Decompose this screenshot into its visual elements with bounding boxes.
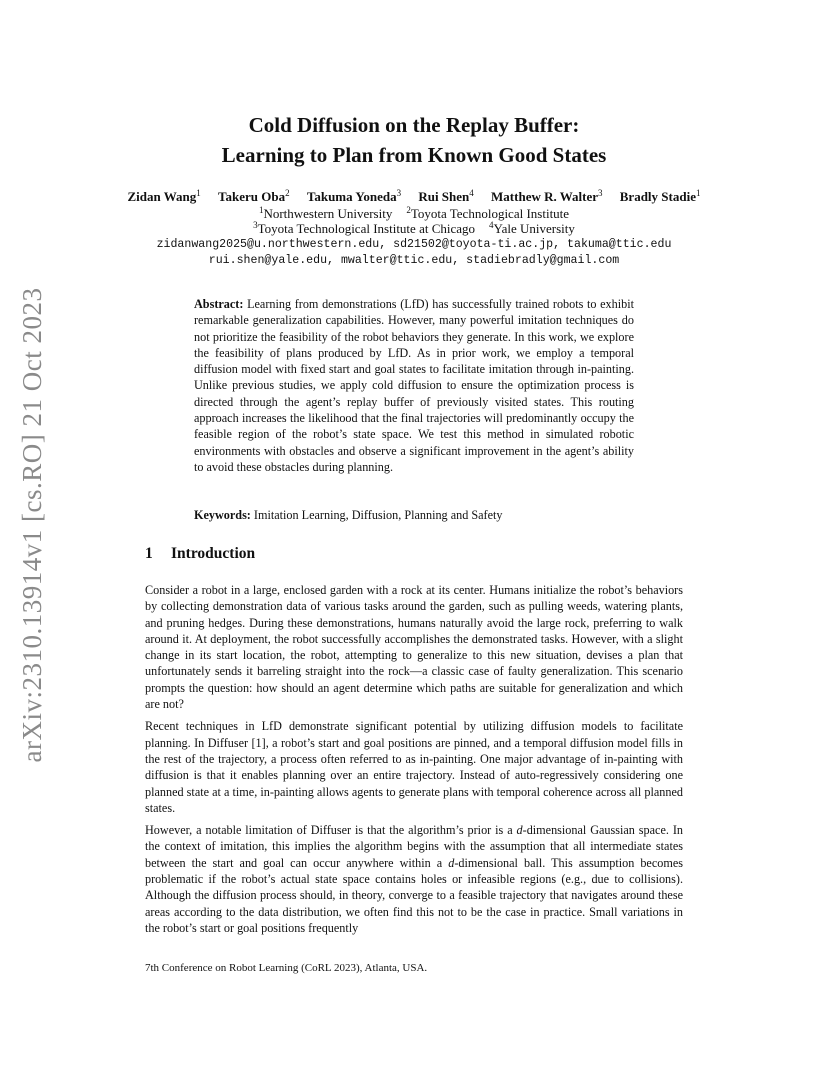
author: Bradly Stadie$^1$ xyxy=(619,188,701,204)
email-line-1: zidanwang2025@u.northwestern.edu, sd21502@toyota-ti.ac.jp, takuma@ttic.edu xyxy=(156,238,672,251)
abstract-text: Learning from demonstrations (LfD) has successfully trained robots to exhibit remarkable generalization capabilities. However, many powerful imitation techniques do not prioritize the feasibility of the robot behaviors they generate. In this work, we explore the feasibility of plans produced by LfD. As in prior work, we employ a temporal diffusion model with fixed start and goal states to facilitate imitation through in-painting. Unlike previous studies, we apply cold diffusion to ensure the optimization process is directed through the agent’s replay buffer of previously visited states. This routing approach increases the likelihood that the final trajectories will predominantly occupy the feasible region of the robot’s state space. We test this method in simulated robotic environments with obstacles and observe a significant improvement in the agent’s ability to avoid these obstacles during planning. xyxy=(194,297,634,474)
paper-title xyxy=(0,110,828,170)
keywords-label: Keywords: xyxy=(194,508,251,522)
author: Takeru Oba$^2$ xyxy=(218,188,290,204)
math-variable: d xyxy=(516,823,523,838)
section-number: 1 xyxy=(145,545,153,562)
author: Matthew R. Walter$^3$ xyxy=(491,188,603,204)
affiliations-line-1: $^1$Northwestern University $^2$Toyota Technological Institute xyxy=(258,205,570,221)
abstract xyxy=(194,296,634,475)
author: Rui Shen$^4$ xyxy=(418,188,474,204)
title-line-2: Learning to Plan from Known Good States xyxy=(221,143,607,167)
abstract-label: Abstract: xyxy=(194,297,244,311)
paragraph: Consider a robot in a large, enclosed garden with a rock at its center. Humans initialize the robot’s behaviors by collecting demonstration data of various tasks around the garden, such as pulling weeds, watering plants, and pruning hedges. During these demonstrations, humans naturally avoid the large rock, preferring to walk around it. At deployment, the robot successfully accomplishes the demonstrated tasks. However, with a slight change in its start location, the robot, attempting to generalize to this new situation, devises a plan that unfortunately sends it barreling straight into the rock—a classic case of faulty generalization. This scenario prompts the question: how should an agent determine which paths are suitable for generalization and which are not? xyxy=(145,583,683,712)
author-list xyxy=(0,189,828,205)
section-heading xyxy=(145,545,255,563)
intro-body xyxy=(145,582,683,942)
keywords-text: Imitation Learning, Diffusion, Planning and Safety xyxy=(253,508,503,522)
author: Takuma Yoneda$^3$ xyxy=(306,188,402,204)
author: Zidan Wang$^1$ xyxy=(127,188,201,204)
affiliations-line-2: $^3$Toyota Technological Institute at Chicago $^4$Yale University xyxy=(253,220,575,236)
email-line-2: rui.shen@yale.edu, mwalter@ttic.edu, stadiebradly@gmail.com xyxy=(208,254,620,267)
paragraph: However, a notable limitation of Diffuser is that the algorithm’s prior is a d-dimensional Gaussian space. In the context of imitation, this implies the algorithm begins with the assumption that all intermediate states between the start and goal can occur anywhere within a d-dimensional ball. This assumption becomes problematic if the robot’s actual state space contains holes or infeasible regions (e.g., due to collisions). Although the diffusion process should, in theory, converge to a feasible trajectory that navigates around these areas according to the data distribution, we often find this not to be the case in practice. Small variations in the robot’s start or goal positions frequently xyxy=(145,823,684,935)
title-line-1: Cold Diffusion on the Replay Buffer: xyxy=(248,113,580,137)
section-title: Introduction xyxy=(171,545,256,562)
conference-footnote: 7th Conference on Robot Learning (CoRL 2023), Atlanta, USA. xyxy=(145,962,428,974)
paragraph: Recent techniques in LfD demonstrate significant potential by utilizing diffusion models to facilitate planning. In Diffuser [1], a robot’s start and goal positions are pinned, and a temporal diffusion model fills in the rest of the trajectory, a process often referred to as in-painting. One major advantage of in-painting with diffusion is that it enables planning over an entire trajectory. Instead of auto-regressively considering one planned state at a time, in-painting allows agents to generate plans with temporal coherence across all planned states. xyxy=(145,719,683,815)
math-variable: d xyxy=(448,855,455,870)
keywords xyxy=(194,508,502,523)
arxiv-identifier-stamp: arXiv:2310.13914v1 [cs.RO] 21 Oct 2023 xyxy=(17,287,47,763)
